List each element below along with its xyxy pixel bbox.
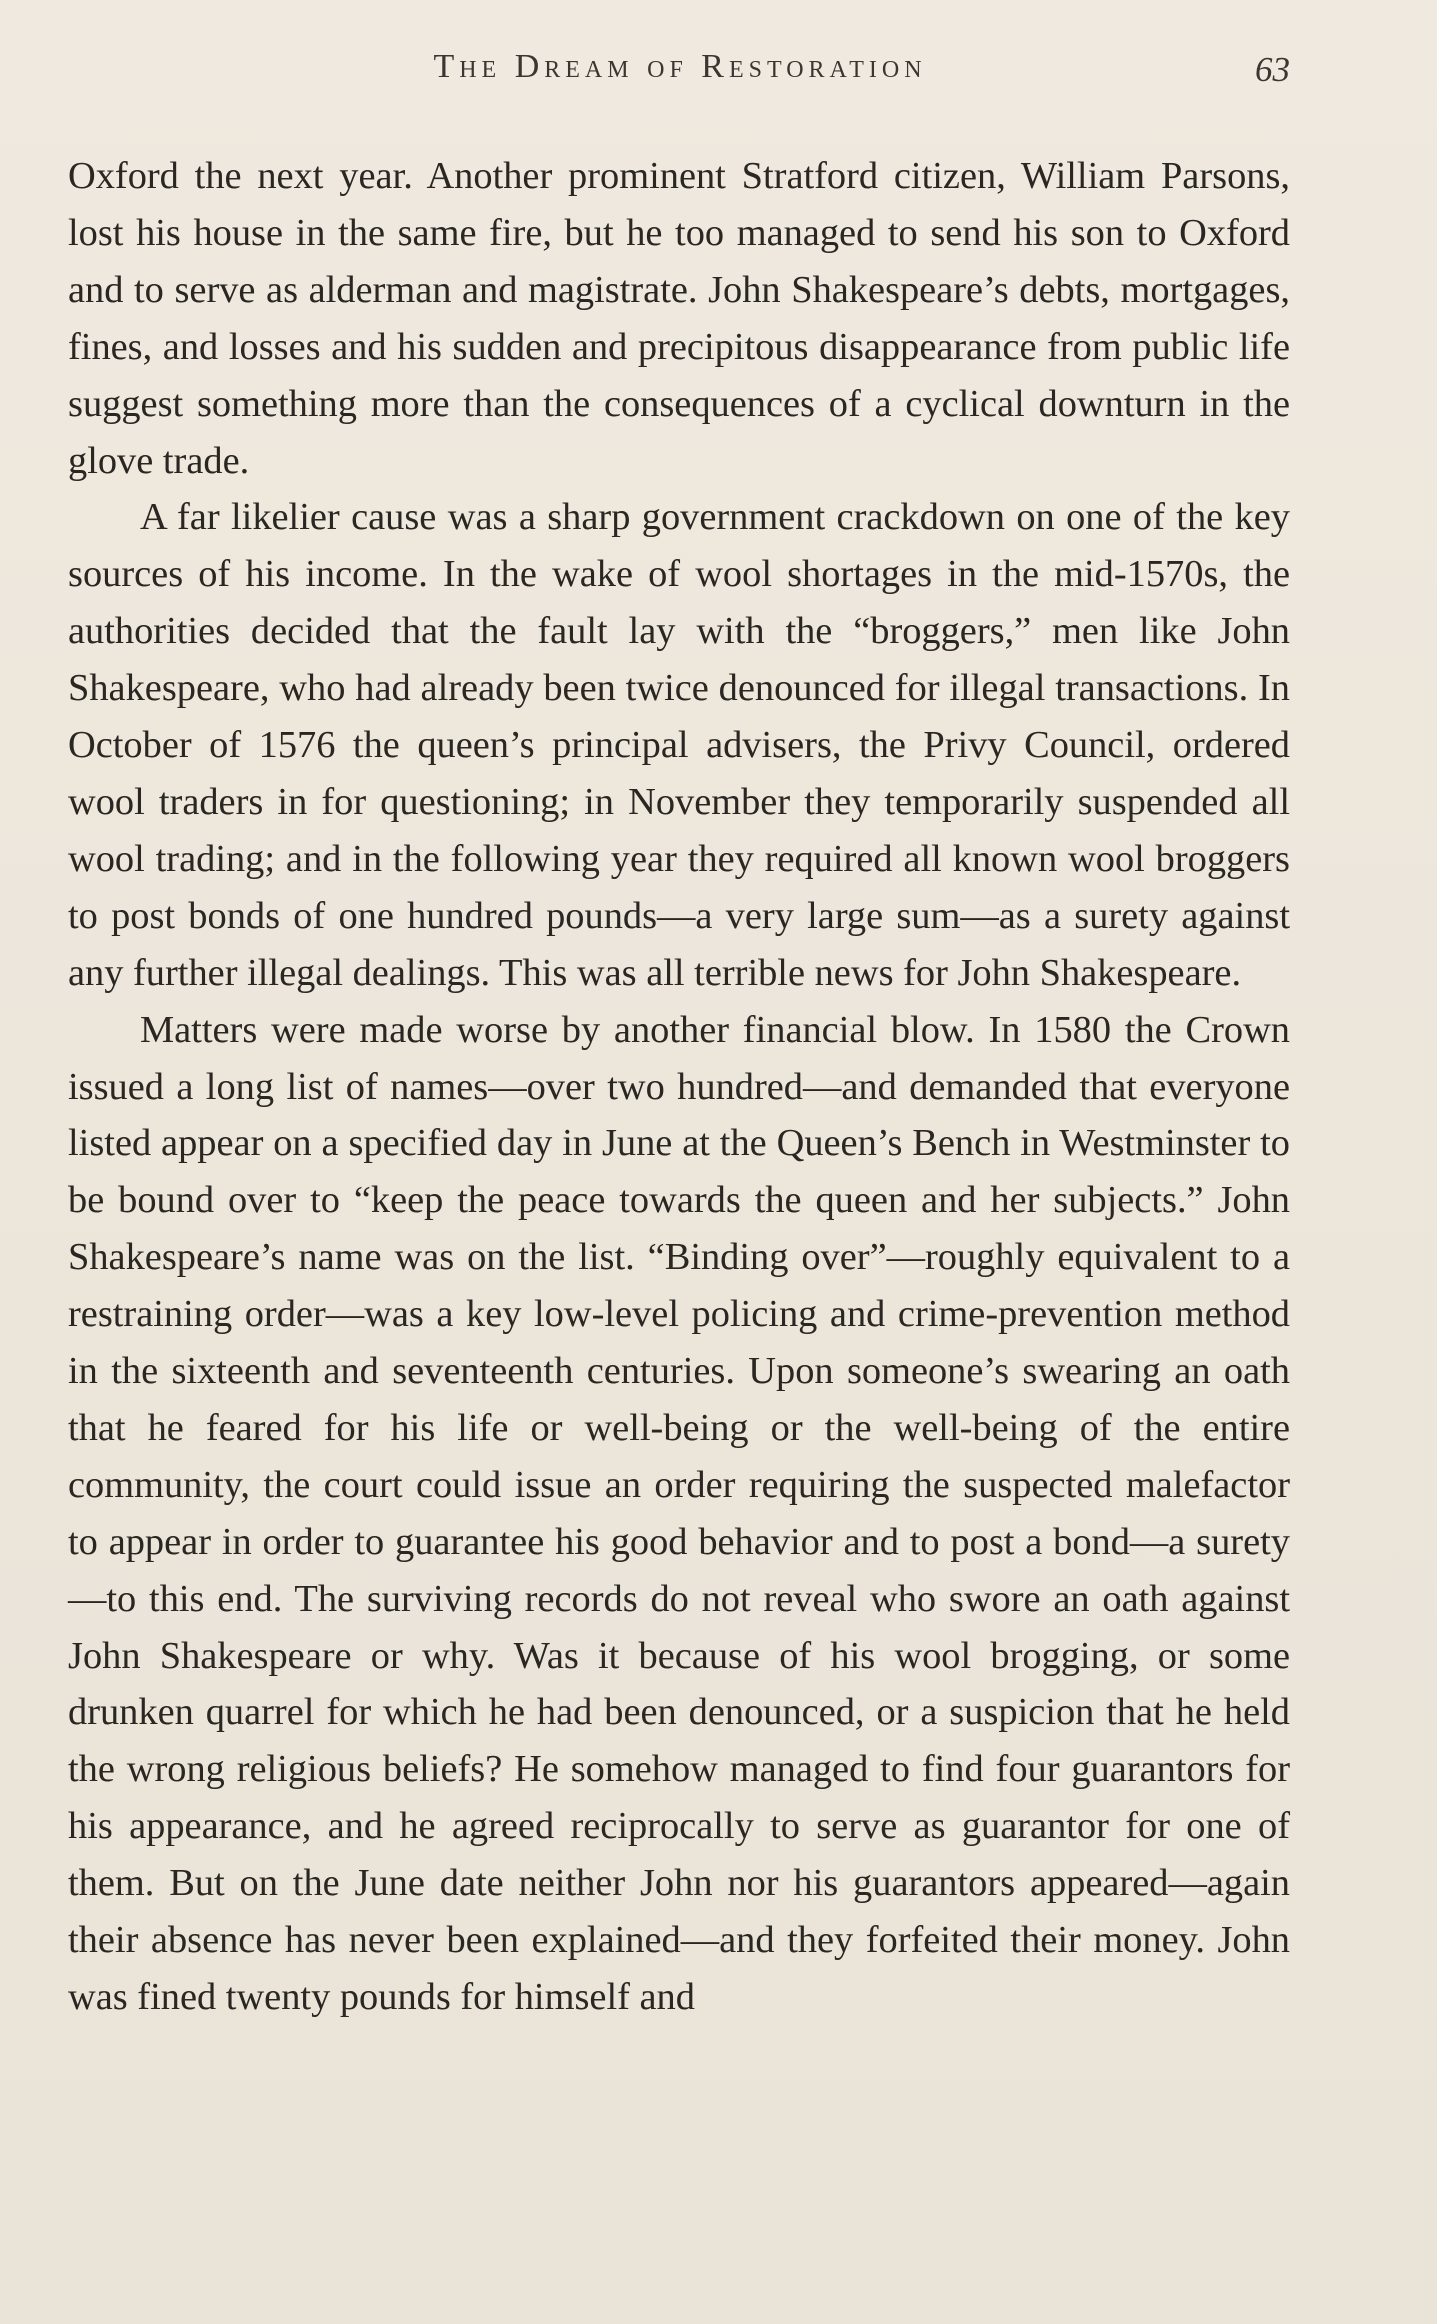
body-text bbox=[68, 148, 1290, 2026]
paragraph-3: Matters were made worse by another financial blow. In 1580 the Crown issued a long list of names—over two hundred—and demanded that everyone listed appear on a specified day in June at the Queen’s Bench in Westminster to be bound over to “keep the peace towards the queen and her subjects.” John Shakespeare’s name was on the list. “Binding over”—roughly equivalent to a restraining order—was a key low-level policing and crime-prevention method in the sixteenth and seventeenth centuries. Upon someone’s swearing an oath that he feared for his life or well-being or the well-being of the entire community, the court could issue an order requiring the suspected malefactor to appear in order to guarantee his good behavior and to post a bond—a surety—to this end. The surviving records do not reveal who swore an oath against John Shakespeare or why. Was it because of his wool brogging, or some drunken quarrel for which he had been denounced, or a suspicion that he held the wrong religious beliefs? He somehow managed to find four guarantors for his appearance, and he agreed reciprocally to serve as guarantor for one of them. But on the June date neither John nor his guarantors appeared—again their absence has never been explained—and they forfeited their money. John was fined twenty pounds for himself and bbox=[68, 1008, 1290, 2018]
running-head bbox=[70, 48, 1290, 108]
paragraph-1: Oxford the next year. Another prominent Stratford citizen, William Parsons, lost his house in the same fire, but he too managed to send his son to Oxford and to serve as alderman and magistrate. John Shakespeare’s debts, mortgages, fines, and losses and his sudden and precipitous disappearance from public life suggest something more than the consequences of a cyclical downturn in the glove trade. bbox=[68, 155, 1290, 482]
page-number: 63 bbox=[1255, 50, 1290, 89]
paragraph-2: A far likelier cause was a sharp government crackdown on one of the key sources of his income. In the wake of wool shortages in the mid-1570s, the authorities decided that the fault lay with the “broggers,” men like John Shakespeare, who had already been twice denounced for illegal transactions. In October of 1576 the queen’s principal advisers, the Privy Council, ordered wool traders in for questioning; in November they temporarily suspended all wool trading; and in the following year they required all known wool broggers to post bonds of one hundred pounds—a very large sum—as a surety against any further illegal dealings. This was all terrible news for John Shakespeare. bbox=[68, 496, 1290, 994]
running-title: The Dream of Restoration bbox=[433, 48, 927, 85]
